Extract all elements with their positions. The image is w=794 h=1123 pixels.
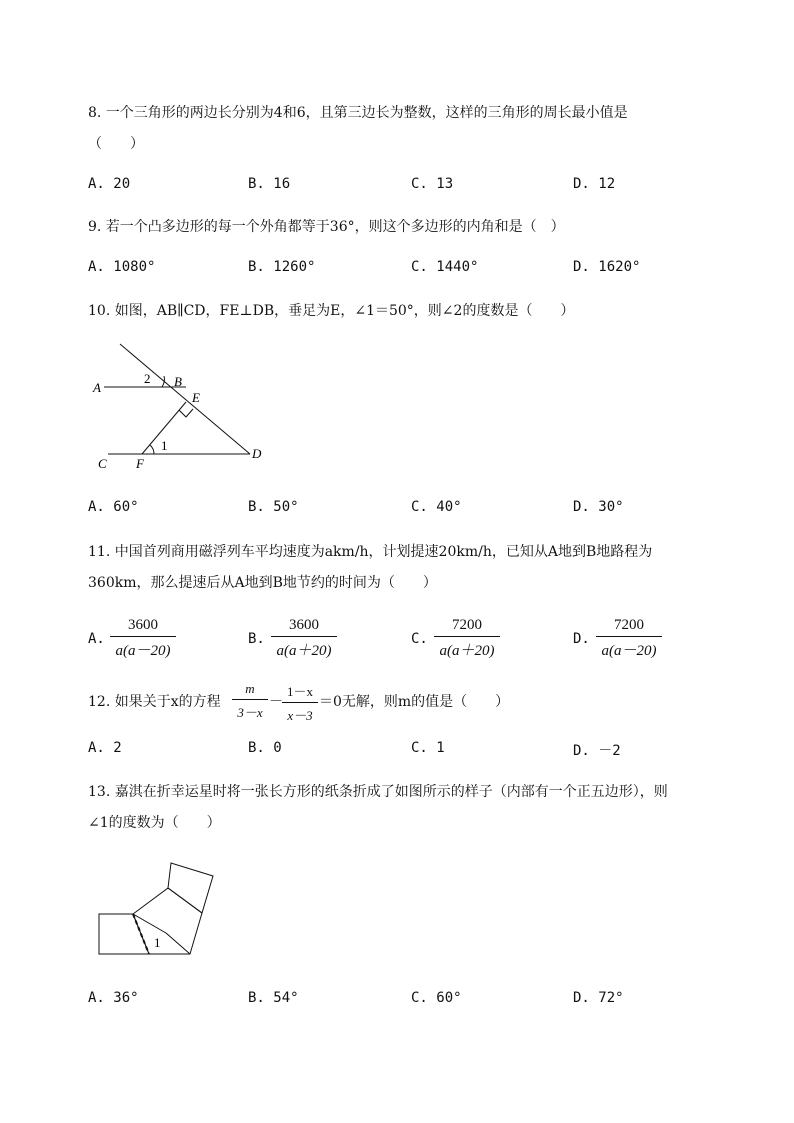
q11-b-numerator: 3600 [289,617,319,633]
q9-option-c: C. 1440° [411,259,479,275]
q8-option-a: A. 20 [88,176,131,192]
q12-frac2-denominator: x－3 [287,708,313,723]
q12-fraction-1 [232,681,268,721]
strip-top [168,863,213,913]
inner-fold [166,933,190,954]
label-d: D [252,446,262,461]
q12-frac1-denominator: 3－x [237,705,263,720]
q11-a-numerator: 3600 [128,617,158,633]
angle-1-arc [150,445,154,454]
inner-fold-2 [133,914,166,933]
q13-line1: 13. 嘉淇在折幸运星时将一张长方形的纸条折成了如图所示的样子（内部有一个正五边形），则 [88,784,668,800]
q13-option-d: D. 72° [573,990,624,1006]
q12-option-c: C. 1 [411,740,445,756]
fraction-bar [110,636,176,637]
q11-line1: 11. 中国首列商用磁浮列车平均速度为akm/h，计划提速20km/h，已知从A地到B地路程为 [88,544,653,560]
q10-figure [88,336,278,476]
label-f: F [136,456,144,471]
q12-option-d: D. －2 [573,743,621,759]
q13-option-a: A. 36° [88,990,139,1006]
q13-option-b: B. 54° [248,990,299,1006]
q11-b-denominator: a(a＋20) [276,643,332,659]
pentagon [133,888,202,954]
label-c: C [98,456,107,471]
q11-a-denominator: a(a－20) [115,643,171,659]
q10-option-a: A. 60° [88,499,139,515]
q11-c-numerator: 7200 [452,617,482,633]
label-angle-1: 1 [161,438,168,453]
q11-option-d-fraction [596,617,662,660]
q11-option-a-label: A. [88,631,105,647]
q8-option-b: B. 16 [248,176,291,192]
label-angle-2: 2 [144,371,151,386]
fraction-bar [434,636,500,637]
q12-suffix: ＝0无解，则m的值是（ ） [319,694,510,710]
q12-frac2-numerator: 1－x [286,684,313,699]
q11-option-d-label: D. [573,631,590,647]
q11-option-b-label: B. [248,631,265,647]
q11-line2: 360km，那么提速后从A地到B地节约的时间为（ ） [88,575,437,591]
q12-frac1-numerator: m [245,681,255,696]
fraction-bar [232,699,268,700]
q8-stem: 8. 一个三角形的两边长分别为4和6，且第三边长为整数，这样的三角形的周长最小值是 [88,105,628,121]
q9-stem: 9. 若一个凸多边形的每一个外角都等于36°，则这个多边形的内角和是（ ） [88,219,565,235]
q11-option-c-label: C. [411,631,428,647]
q8-option-d: D. 12 [573,176,616,192]
q13-figure [96,858,218,960]
q13-option-c: C. 60° [411,990,462,1006]
q10-option-b: B. 50° [248,499,299,515]
angle-2-arc [162,376,164,387]
q11-option-c-fraction [434,617,500,660]
right-angle-mark [179,409,193,417]
q10-stem: 10. 如图，AB∥CD，FE⊥DB，垂足为E，∠1＝50°，则∠2的度数是（ ） [88,303,575,319]
fraction-bar [596,636,662,637]
label-b: B [174,374,182,389]
q13-line2: ∠1的度数为（ ） [88,815,221,831]
q9-option-a: A. 1080° [88,259,156,275]
q11-d-denominator: a(a－20) [601,643,657,659]
q10-option-c: C. 40° [411,499,462,515]
q10-option-d: D. 30° [573,499,624,515]
fraction-bar [271,636,337,637]
q12-minus: － [269,694,283,710]
q8-paren: （ ） [88,136,144,152]
q9-option-d: D. 1620° [573,259,641,275]
q8-option-c: C. 13 [411,176,454,192]
q11-d-numerator: 7200 [614,617,644,633]
label-e: E [192,390,200,405]
fraction-bar [282,702,318,703]
q11-option-a-fraction [110,617,176,660]
q12-prefix: 12. 如果关于x的方程 [88,694,221,710]
q9-option-b: B. 1260° [248,259,316,275]
q11-c-denominator: a(a＋20) [439,643,495,659]
q12-fraction-2 [282,681,318,724]
q11-option-b-fraction [271,617,337,660]
q12-option-a: A. 2 [88,740,122,756]
label-a: A [93,380,101,395]
q12-option-b: B. 0 [248,740,282,756]
label-angle-1: 1 [154,935,161,950]
line-bd [120,344,250,454]
